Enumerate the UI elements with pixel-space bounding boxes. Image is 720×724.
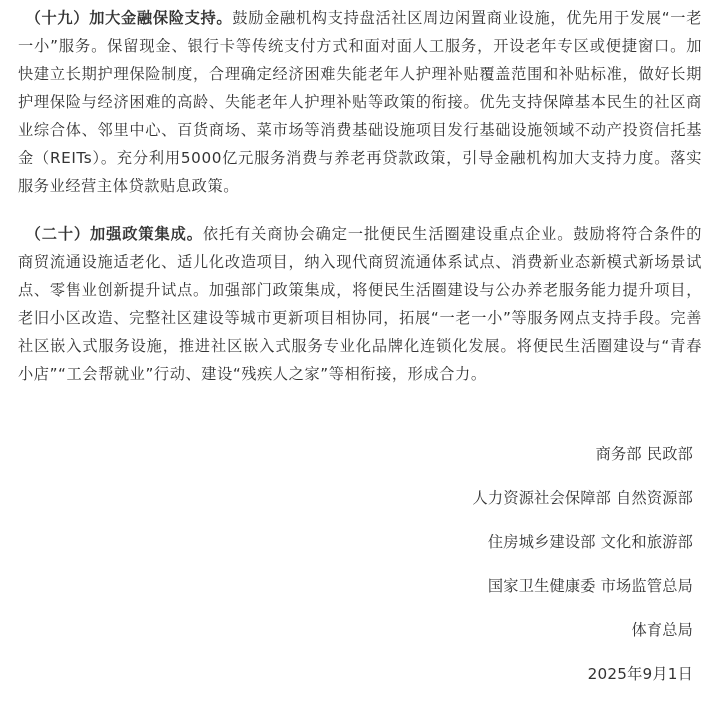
paragraph-20-heading: （二十）加强政策集成。	[25, 225, 203, 243]
signatory-line: 住房城乡建设部 文化和旅游部	[487, 533, 693, 551]
signatory-line: 人力资源社会保障部 自然资源部	[472, 489, 693, 507]
signatory-line: 商务部 民政部	[595, 445, 693, 463]
signatory-line: 体育总局	[631, 621, 693, 639]
signature-block	[193, 444, 693, 684]
paragraph-19-heading: （十九）加大金融保险支持。	[25, 9, 233, 27]
article-body	[18, 4, 702, 388]
document-date: 2025年9月1日	[587, 665, 693, 683]
paragraph-20	[18, 220, 702, 388]
paragraph-20-text: 依托有关商协会确定一批便民生活圈建设重点企业。鼓励将符合条件的商贸流通设施适老化、适儿化改造项目，纳入现代商贸流通体系试点、消费新业态新模式新场景试点、零售业创新提升试点。加强部门政策集成，将便民生活圈建设与公办养老服务能力提升项目，老旧小区改造、完整社区建设等城市更新项目相协同，拓展“一老一小”等服务网点支持手段。完善社区嵌入式服务设施，推进社区嵌入式服务专业化品牌化连锁化发展。将便民生活圈建设与“青春小店”“工会帮就业”行动、建设“残疾人之家”等相衔接，形成合力。	[18, 225, 702, 383]
paragraph-19	[18, 4, 702, 200]
signatory-line: 国家卫生健康委 市场监管总局	[487, 577, 693, 595]
paragraph-19-text: 鼓励金融机构支持盘活社区周边闲置商业设施，优先用于发展“一老一小”服务。保留现金、银行卡等传统支付方式和面对面人工服务，开设老年专区或便捷窗口。加快建立长期护理保险制度，合理确定经济困难失能老年人护理补贴覆盖范围和补贴标准，做好长期护理保险与经济困难的高龄、失能老年人护理补贴等政策的衔接。优先支持保障基本民生的社区商业综合体、邻里中心、百货商场、菜市场等消费基础设施项目发行基础设施领域不动产投资信托基金（REITs）。充分利用5000亿元服务消费与养老再贷款政策，引导金融机构加大支持力度。落实服务业经营主体贷款贴息政策。	[18, 9, 702, 195]
